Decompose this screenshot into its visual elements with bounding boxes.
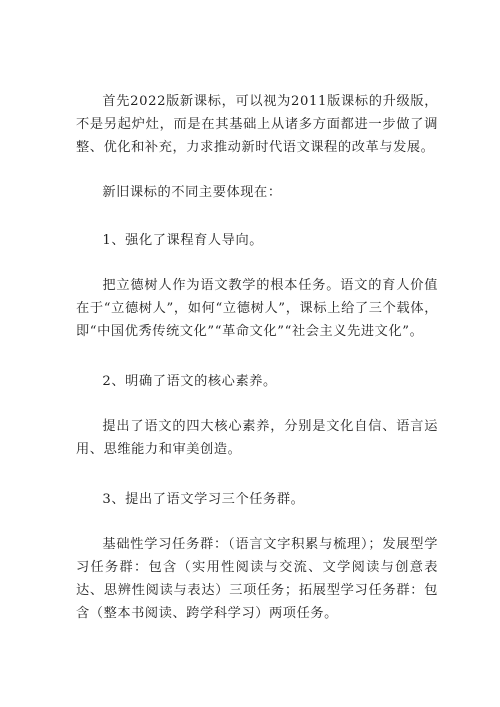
paragraph-point-1-body: 把立德树人作为语文教学的根本任务。语文的育人价值在于“立德树人”，如何“立德树人”，课标上给了三个载体，即“中国优秀传统文化”“革命文化”“社会主义先进文化”。 [76,278,438,339]
paragraph-point-2-title: 2、明确了语文的核心素养。 [102,374,277,389]
paragraph-point-3-body: 基础性学习任务群：（语言文字积累与梳理）；发展型学习任务群：包含（实用性阅读与交流、文学阅读与创意表达、思辨性阅读与表达）三项任务；拓展型学习任务群：包含（整本书阅读、跨学科学习）两项任务。 [76,537,438,621]
paragraph-point-3-title: 3、提出了语文学习三个任务群。 [102,492,305,507]
paragraph-intro: 首先2022版新课标，可以视为2011版课标的升级版，不是另起炉灶，而是在其基础上从诸多方面都进一步做了调整、优化和补充，力求推动新时代语文课程的改革与发展。 [76,94,438,155]
paragraph-point-2-body: 提出了语文的四大核心素养，分别是文化自信、语言运用、思维能力和审美创造。 [76,419,438,457]
paragraph-differences-heading: 新旧课标的不同主要体现在： [102,185,282,200]
paragraph-point-1-title: 1、强化了课程育人导向。 [102,233,264,248]
